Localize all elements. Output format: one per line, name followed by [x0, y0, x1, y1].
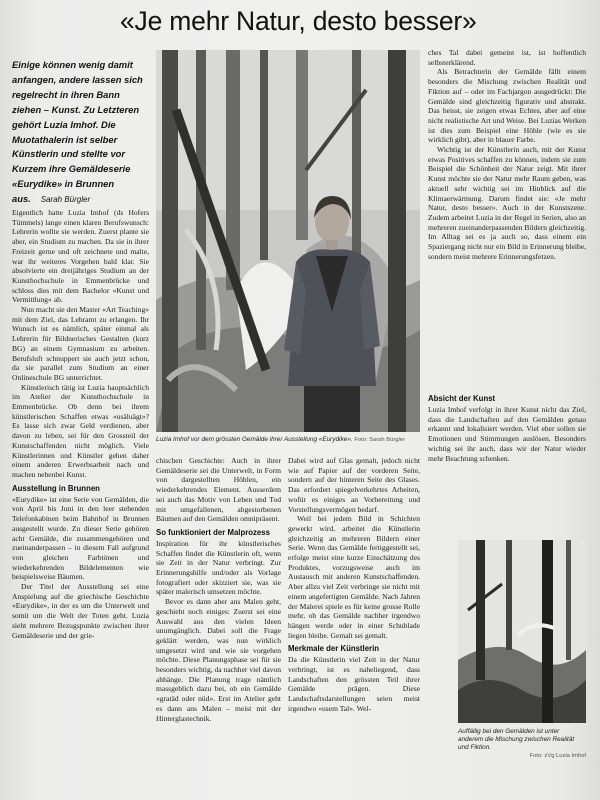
caption-text: Luzia Imhof vor dem grössten Gemälde ihrer Ausstellung «Eurydike». — [156, 436, 353, 443]
article-lead — [12, 58, 150, 208]
main-photo-artist-painting — [156, 50, 420, 432]
lead-text: Einige können wenig damit anfangen, andere lassen sich regelrecht in ihren Bann ziehen – Kunst. Zu Letzteren gehört Luzia Imhof. Die Muotathalerin ist selber Künstlerin und stellte vor Kurzem ihre Gemäldeserie «Eurydike» in Brunnen aus. — [12, 59, 143, 205]
photo-credit: Foto: zVg Luzia Imhof — [529, 753, 586, 759]
text-column-2 — [156, 456, 281, 723]
lead-author: Sarah Bürgler — [40, 195, 91, 205]
article-headline: «Je mehr Natur, desto besser» — [120, 6, 477, 36]
paragraph: Als Betrachterin der Gemälde fällt einem besonders die Mischung zwischen Realität und Fiktion auf – oder im Fachjargon ausgedrückt: Die Gemälde sind gleichzeitig figurativ und abstrakt. Das heisst, sie zeigen etwas Echtes, aber auf eine nicht realistische Art und Weise. Bei Luzias Werken ist dies zum Beispiel eine Höhle (wie es sie wirklich gibt), aber in blauer Farbe. — [428, 67, 586, 145]
paragraph: Wichtig ist der Künstlerin auch, mit der Kunst etwas Positives schaffen zu können, indem sie zum Beispiel die Schönheit der Natur zeigt. Mit ihrer Kunst möchte sie der Natur mehr Raum geben, was aktuell sehr wichtig sei im Hinblick auf die Klimaerwärmung. Darum findet sie: «Je mehr Natur, desto besser». Auch in der Kunstszene. Zudem arbeitet Luzia in der Regel in Serien, also an mehreren zueinanderpassenden Bildern gleichzeitig. Im Alltag sei es ja auch so, dass einem ein Spaziergang nicht nur ein Bild in Erinnerung bleibe, sondern meist mehrere Erinnerungsfetzen. — [428, 145, 586, 261]
subheading-absicht: Absicht der Kunst — [428, 394, 496, 403]
caption-text: Auffällig bei den Gemälden ist unter anderem die Mischung zwischen Realität und Fiktion. — [458, 728, 575, 751]
paragraph: Künstlerisch tätig ist Luzia hauptsächlich im Atelier der Kunsthochschule in Emmenbrücke. Ob denn bei ihrem künstlerischen Schaffen etwas «usäluägt»? Es lasse sich zwar Geld verdienen, aber davon zu leben, sei für den Grossteil der Kunstschaffenden nicht möglich. Viele Künstlerinnen und Künstler gehen daher einem anderen Erwerbsarbeit nach und machen nebenbei Kunst. — [12, 382, 149, 479]
paragraph: Luzia Imhof verfolgt in ihrer Kunst nicht das Ziel, dass die Landschaften auf den Gemälden genau erkannt und lokalisiert werden. Viel eher sollen sie Emotionen und Stimmungen auslösen. Besonders wichtig sei ihr auch, dass wir der Natur wieder mehr Beachtung schenken. — [428, 405, 586, 463]
text-column-3 — [288, 456, 420, 714]
paragraph: Dabei wird auf Glas gemalt, jedoch nicht wie auf Papier auf der vorderen Seite, sondern auf der hinteren Seite des Glases. Das erfordert spiegelverkehrtes Arbeiten, wofür es einiges an Vorbereitung und Vorstellungsvermögen bedarf. — [288, 456, 420, 514]
paragraph: «Eurydike» ist eine Serie von Gemälden, die von April bis Juni in den leer stehenden Telefonkabinen beim Bahnhof in Brunnen ausgestellt wurde. Zu dieser Serie gehören acht Gemälde, die zusammengehören und zueinanderpassen – in diesem Fall aufgrund von gleichen Farbtönen und wiederkehrenden Bildelementen wie beispielsweise Bäumen. — [12, 494, 149, 582]
small-photo-painting — [458, 540, 586, 723]
main-photo-caption — [156, 436, 422, 444]
paragraph: Der Titel der Ausstellung sei eine Anspielung auf die griechische Geschichte «Eurydike», in der es um die Unterwelt und somit um die Welt der Toten geht. Luzia sieht mehrere Bezugspunkte zwischen ihrer Gemäldeserie und der grie- — [12, 582, 149, 640]
subheading-ausstellung: Ausstellung in Brunnen — [12, 483, 100, 493]
paragraph: Inspiration für ihr künstlerisches Schaffen findet die Künstlerin oft, wenn sie Zeit in der Natur verbringt. Zur Erinnerungshilfe und/oder als Vorlage fotografiert oder skizziert sie, was sie später malerisch umsetzen möchte. — [156, 538, 281, 597]
paragraph: Weil bei jedem Bild in Schichten gewerkt wird, arbeitet die Künstlerin gleichzeitig an mehreren Bildern einer Serie. Wenn das Gemälde fertiggestellt sei, erfolge meist eine kurze Einschätzung des Produktes, vorzugsweise auch im Austausch mit anderen Kunstschaffenden. Aber allzu viel Zeit verbringe sie nicht mit einem angefertigten Gemälde. Nach Jahren der Malerei spiele es für keine grosse Rolle mehr, ob das Gemälde nachher irgendwo hängen werde oder in einer Schublade liegen bleibe. Gemalt sei gemalt. — [288, 514, 420, 640]
paragraph: chischen Geschichte: Auch in ihrer Gemäldeserie sei die Unterwelt, in Form von dargestellten Höhlen, ein wiederkehrendes Element. Ausserdem sei auch das Motiv von Leben und Tod mit umgefallenen, abgestorbenen Bäumen auf den Gemälden omnipräsent. — [156, 456, 281, 524]
painting-illustration-small — [458, 540, 586, 723]
painting-illustration — [156, 50, 420, 432]
subheading-malprozess: So funktioniert der Malprozess — [156, 527, 270, 537]
photo-credit: Foto: Sarah Bürgler — [354, 437, 405, 443]
text-column-4 — [428, 48, 586, 261]
paragraph: Nun macht sie den Master «Art Teaching» mit dem Ziel, das Lehramt zu erlangen. Ihr Wunsch ist es nämlich, später einmal als Lehrerin für Bildnerisches Gestalten (kurz BG) an einem Gymnasium zu arbeiten. Berufsluft schnuppert sie auch jetzt schon, da sie parallel zum Studium an einer Onlineschule BG unterrichtet. — [12, 305, 150, 382]
subheading-merkmale: Merkmale der Künstlerin — [288, 644, 379, 654]
text-column-1 — [12, 208, 149, 640]
paragraph: ches Tal dabei gemeint ist, ist hoffentlich selbsterklärend. — [428, 48, 586, 67]
paragraph: Bevor es dann aber ans Malen geht, geschieht noch einiges: Zuerst sei eine Auswahl aus den vielen Ideen unumgänglich. Dabei soll die Frage geklärt werden, was nun wirklich umgesetzt wird und wie sie vorgehen möchte. Diese Planungsphase sei für sie besonders wichtig, da nachher viel davon abhänge. Die Planung trage nämlich massgeblich dazu bei, ob ein Gemälde «gratäd oder nüd». Erst im Atelier geht es dann ans Malen – meist mit der Hinterglastechnik. — [156, 597, 281, 723]
text-column-5 — [428, 390, 586, 463]
small-photo-caption — [458, 728, 586, 760]
paragraph: Eigentlich hatte Luzia Imhof (ds Hofers Tümmels) lange einen klaren Berufswunsch: Lehrerin wollte sie werden. Zuerst plante sie aber, ein Studium zu machen. Da sie in ihrer Freizeit gerne und oft zeichnete und malte, war ihr weiteres Vorgehen bald klar. Sie absolvierte ein dreijähriges Studium an der Kunsthochschule in Emmenbrücke und schloss dies mit dem Bachelor «Kunst und Vermittlung» ab. — [12, 208, 149, 305]
paragraph: Da die Künstlerin viel Zeit in der Natur verbringt, ist es naheliegend, dass Landschaften den grössten Teil ihrer Gemälde prägen. Diese Landschaftsdarstellungen seien meist irgendwo «usem Tal». Wel- — [288, 655, 420, 713]
